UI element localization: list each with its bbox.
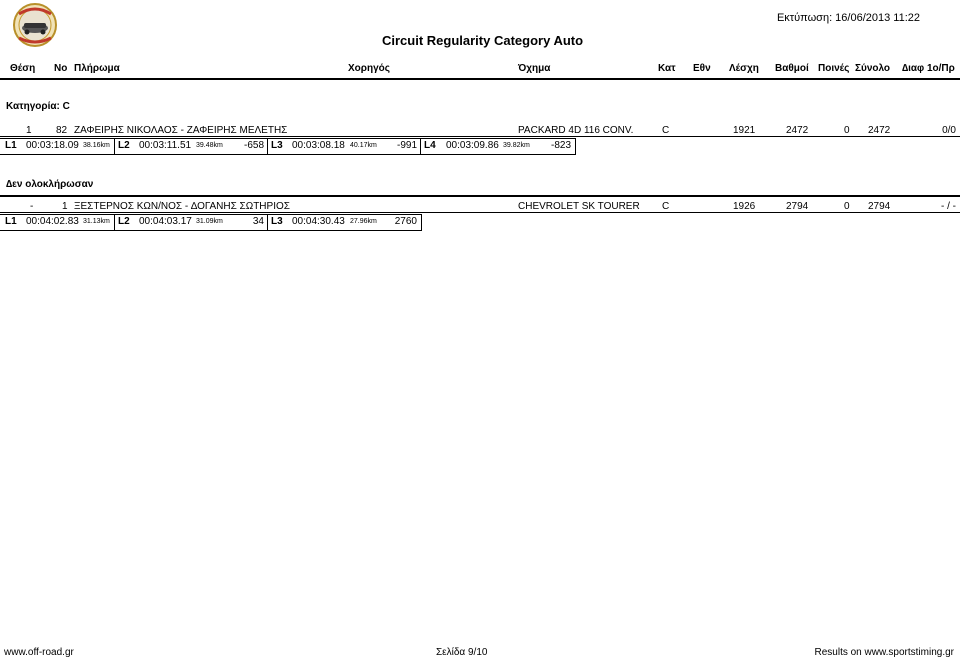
- lap-distance: 31.13km: [83, 218, 110, 225]
- lap-distance: 39.48km: [196, 142, 223, 149]
- footer-website: www.off-road.gr: [4, 647, 74, 658]
- report-title: Circuit Regularity Category Auto: [382, 33, 584, 48]
- lap-label: L1: [5, 140, 17, 151]
- lap-cell: [421, 139, 575, 154]
- col-points: Βαθμοί: [775, 63, 809, 74]
- result-crew: ΞΕΣΤΕΡΝΟΣ ΚΩΝ/ΝΟΣ - ∆ΟΓΑΝΗΣ ΣΩΤΗΡΙΟΣ: [74, 201, 290, 212]
- lap-distance: 27.96km: [350, 218, 377, 225]
- lap-cell: [0, 215, 114, 230]
- lap-strip: [0, 138, 576, 155]
- result-vehicle: PACKARD 4D 116 CONV.: [518, 125, 634, 136]
- lap-diff: 34: [252, 216, 264, 227]
- lap-distance: 40.17km: [350, 142, 377, 149]
- lap-cell: [268, 215, 421, 230]
- result-crew: ΖΑΦΕΙΡΗΣ ΝΙΚΟΛΑΟΣ - ΖΑΦΕΙΡΗΣ ΜΕΛΕΤΗΣ: [74, 125, 288, 136]
- footer-results-credit: Results on www.sportstiming.gr: [814, 647, 954, 658]
- result-number: 1: [62, 201, 68, 212]
- not-finished-label: ∆εν ολοκλήρωσαν: [6, 179, 94, 190]
- lap-diff: -991: [396, 140, 417, 151]
- lap-time: 00:03:11.51: [139, 140, 192, 151]
- lap-cell: [268, 139, 420, 154]
- result-year: 1926: [733, 201, 756, 212]
- col-sponsor: Χορηγός: [348, 63, 390, 74]
- col-diff: ∆ιαφ 1ο/Πρ: [902, 63, 955, 74]
- row-divider: [0, 212, 960, 213]
- result-penalties: 0: [844, 125, 850, 136]
- result-diff: 0/0: [942, 125, 956, 136]
- lap-cell: [0, 139, 114, 154]
- lap-label: L4: [424, 140, 436, 151]
- result-vehicle: CHEVROLET SK TOURER: [518, 201, 640, 212]
- footer-page-number: Σελίδα 9/10: [436, 647, 488, 658]
- col-vehicle: Όχημα: [518, 63, 551, 74]
- col-number: Νο: [54, 63, 68, 74]
- col-crew: Πλήρωμα: [74, 63, 120, 74]
- result-penalties: 0: [844, 201, 850, 212]
- lap-time: 00:03:09.86: [446, 140, 499, 151]
- print-date: Εκτύπωση: 16/06/2013 11:22: [776, 12, 920, 24]
- event-logo: [11, 2, 59, 48]
- result-class: C: [662, 201, 670, 212]
- lap-diff: -823: [550, 140, 571, 151]
- lap-time: 00:04:03.17: [139, 216, 192, 227]
- result-total: 2472: [868, 125, 891, 136]
- lap-strip: [0, 214, 422, 231]
- result-position: -: [30, 201, 34, 212]
- lap-label: L1: [5, 216, 17, 227]
- lap-distance: 31.09km: [196, 218, 223, 225]
- col-club: Λέσχη: [729, 63, 759, 74]
- lap-time: 00:03:18.09: [26, 140, 79, 151]
- result-class: C: [662, 125, 670, 136]
- result-diff: - / -: [941, 201, 956, 212]
- col-penalties: Ποινές: [818, 63, 850, 74]
- lap-diff: 2760: [394, 216, 417, 227]
- result-points: 2472: [786, 125, 809, 136]
- col-nationality: Εθν: [693, 63, 711, 74]
- result-year: 1921: [733, 125, 756, 136]
- lap-label: L2: [118, 216, 130, 227]
- lap-distance: 39.82km: [503, 142, 530, 149]
- category-label: Κατηγορία: C: [6, 101, 70, 112]
- section-divider: [0, 195, 960, 197]
- col-class: Κατ: [658, 63, 676, 74]
- lap-distance: 38.16km: [83, 142, 110, 149]
- lap-label: L3: [271, 140, 283, 151]
- lap-label: L2: [118, 140, 130, 151]
- header-divider: [0, 78, 960, 80]
- lap-time: 00:04:02.83: [26, 216, 79, 227]
- lap-cell: [115, 215, 267, 230]
- col-total: Σύνολο: [855, 63, 891, 74]
- row-divider: [0, 136, 960, 137]
- lap-time: 00:04:30.43: [292, 216, 345, 227]
- lap-cell: [115, 139, 267, 154]
- col-position: Θέση: [10, 63, 36, 74]
- result-total: 2794: [868, 201, 891, 212]
- lap-diff: -658: [243, 140, 264, 151]
- result-points: 2794: [786, 201, 809, 212]
- lap-label: L3: [271, 216, 283, 227]
- result-number: 82: [56, 125, 68, 136]
- result-position: 1: [26, 125, 32, 136]
- lap-time: 00:03:08.18: [292, 140, 345, 151]
